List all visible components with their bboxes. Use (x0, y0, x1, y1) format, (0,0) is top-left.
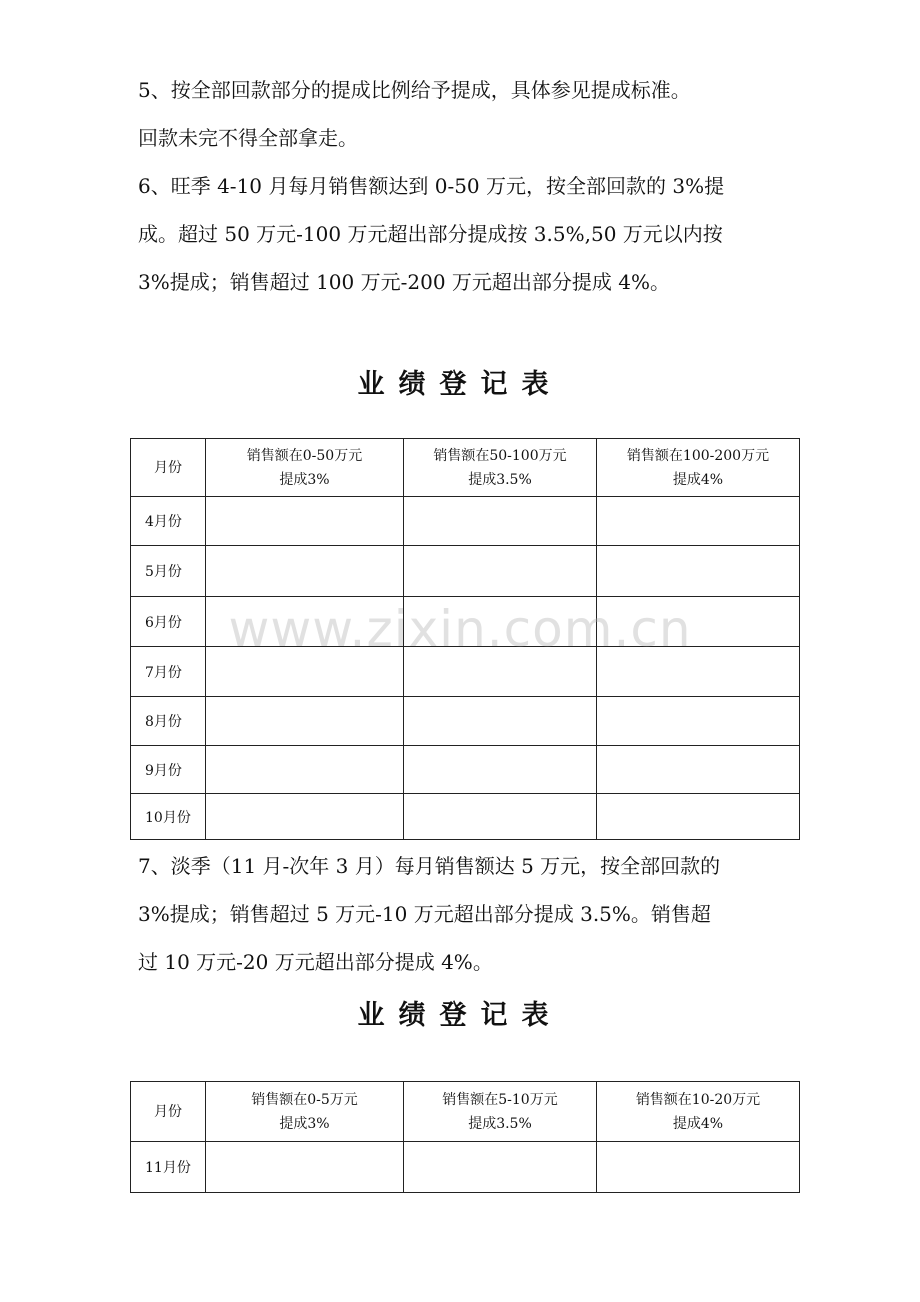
tier-3-cell[interactable] (597, 546, 800, 597)
tier-1-cell[interactable] (206, 597, 404, 647)
header-tier-3: 销售额在100-200万元 提成4% (597, 439, 800, 497)
table-1-title: 业绩登记表 (357, 369, 563, 400)
table-row (131, 597, 800, 647)
header-tier-2: 销售额在5-10万元 提成3.5% (404, 1082, 597, 1142)
header-month: 月份 (131, 1082, 206, 1142)
month-cell: 4月份 (131, 497, 206, 546)
tier-3-cell[interactable] (597, 697, 800, 746)
tier-1-cell[interactable] (206, 794, 404, 840)
table-row (131, 746, 800, 794)
tier-2-cell[interactable] (404, 546, 597, 597)
watermark: www.zixin.com.cn (228, 600, 692, 658)
off-season-register-table (130, 1081, 800, 1193)
tier-3-cell[interactable] (597, 597, 800, 647)
header-month: 月份 (131, 439, 206, 497)
month-cell: 10月份 (131, 794, 206, 840)
tier-2-cell[interactable] (404, 497, 597, 546)
tier-2-cell[interactable] (404, 746, 597, 794)
table-header-row (131, 439, 800, 497)
tier-2-cell[interactable] (404, 1142, 597, 1193)
header-tier-2: 销售额在50-100万元 提成3.5% (404, 439, 597, 497)
table-row (131, 697, 800, 746)
table-row (131, 794, 800, 840)
tier-1-cell[interactable] (206, 546, 404, 597)
section-5-text (138, 66, 798, 162)
section-7-line: 7、淡季（11 月-次年 3 月）每月销售额达 5 万元，按全部回款的 (138, 854, 721, 878)
section-7-line: 过 10 万元-20 万元超出部分提成 4%。 (138, 950, 493, 974)
tier-2-cell[interactable] (404, 794, 597, 840)
section-7-text (138, 842, 798, 986)
month-cell: 8月份 (131, 697, 206, 746)
month-cell: 7月份 (131, 647, 206, 697)
tier-2-cell[interactable] (404, 647, 597, 697)
tier-1-cell[interactable] (206, 647, 404, 697)
section-6-line: 6、旺季 4-10 月每月销售额达到 0-50 万元，按全部回款的 3%提 (138, 174, 725, 198)
section-6-text (138, 162, 798, 306)
tier-2-cell[interactable] (404, 597, 597, 647)
table-row (131, 546, 800, 597)
tier-1-cell[interactable] (206, 1142, 404, 1193)
tier-3-cell[interactable] (597, 1142, 800, 1193)
month-cell: 9月份 (131, 746, 206, 794)
month-cell: 5月份 (131, 546, 206, 597)
peak-season-register-table (130, 438, 800, 840)
tier-1-cell[interactable] (206, 497, 404, 546)
header-tier-1: 销售额在0-5万元 提成3% (206, 1082, 404, 1142)
month-cell: 11月份 (131, 1142, 206, 1193)
tier-1-cell[interactable] (206, 746, 404, 794)
header-tier-3: 销售额在10-20万元 提成4% (597, 1082, 800, 1142)
section-6-line: 成。超过 50 万元-100 万元超出部分提成按 3.5%,50 万元以内按 (138, 222, 723, 246)
section-6-line: 3%提成；销售超过 100 万元-200 万元超出部分提成 4%。 (138, 270, 670, 294)
tier-3-cell[interactable] (597, 647, 800, 697)
table-2-title: 业绩登记表 (357, 1000, 563, 1031)
section-5-line: 5、按全部回款部分的提成比例给予提成，具体参见提成标准。 (138, 78, 691, 102)
section-5-line: 回款未完不得全部拿走。 (138, 126, 358, 150)
month-cell: 6月份 (131, 597, 206, 647)
tier-2-cell[interactable] (404, 697, 597, 746)
tier-3-cell[interactable] (597, 746, 800, 794)
tier-3-cell[interactable] (597, 794, 800, 840)
table-row (131, 1142, 800, 1193)
table-row (131, 497, 800, 546)
table-header-row (131, 1082, 800, 1142)
section-7-line: 3%提成；销售超过 5 万元-10 万元超出部分提成 3.5%。销售超 (138, 902, 711, 926)
table-row (131, 647, 800, 697)
header-tier-1: 销售额在0-50万元 提成3% (206, 439, 404, 497)
tier-3-cell[interactable] (597, 497, 800, 546)
tier-1-cell[interactable] (206, 697, 404, 746)
